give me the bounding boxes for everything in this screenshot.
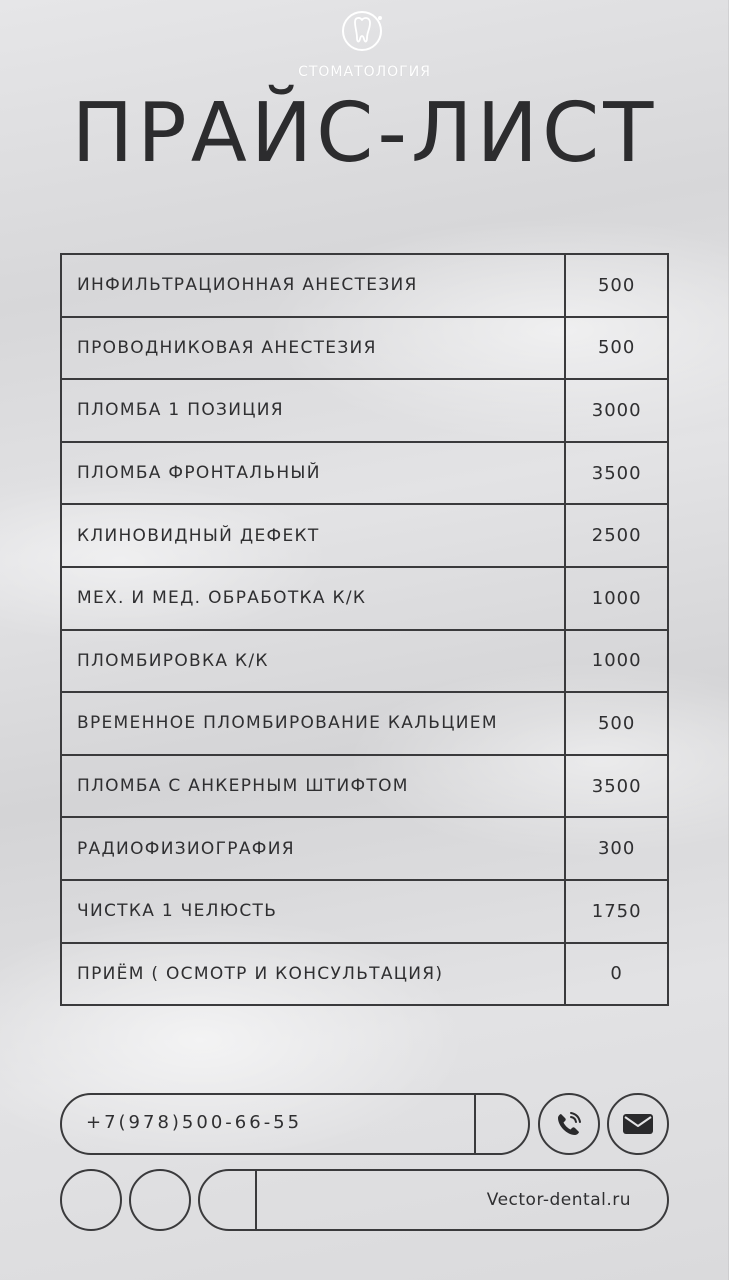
- price-table: [60, 253, 669, 1006]
- price-row: [61, 630, 668, 693]
- call-button[interactable]: [538, 1093, 600, 1155]
- price-row: [61, 317, 668, 380]
- price-row: [61, 442, 668, 505]
- price-row: [61, 817, 668, 880]
- decor-circle-1: [60, 1169, 122, 1231]
- phone-pill-divider: [474, 1095, 476, 1153]
- service-price: 500: [565, 317, 668, 380]
- service-price: 2500: [565, 504, 668, 567]
- service-name: КЛИНОВИДНЫЙ ДЕФЕКТ: [61, 504, 565, 567]
- website-link[interactable]: Vector-dental.ru: [486, 1190, 631, 1210]
- service-name: ПЛОМБА ФРОНТАЛЬНЫЙ: [61, 442, 565, 505]
- service-name: ПЛОМБИРОВКА К/К: [61, 630, 565, 693]
- site-pill-divider: [255, 1171, 257, 1229]
- price-row: [61, 504, 668, 567]
- price-row: [61, 755, 668, 818]
- service-name: ЧИСТКА 1 ЧЕЛЮСТЬ: [61, 880, 565, 943]
- page-title: ПРАЙС-ЛИСТ: [71, 86, 658, 181]
- decor-circle-2: [129, 1169, 191, 1231]
- price-row: [61, 379, 668, 442]
- service-price: 500: [565, 692, 668, 755]
- phone-number[interactable]: +7(978)500-66-55: [86, 1112, 303, 1133]
- service-price: 1000: [565, 630, 668, 693]
- service-price: 0: [565, 943, 668, 1006]
- price-row: [61, 567, 668, 630]
- service-price: 3500: [565, 442, 668, 505]
- price-row: [61, 943, 668, 1006]
- service-name: ПЛОМБА С АНКЕРНЫМ ШТИФТОМ: [61, 755, 565, 818]
- service-name: ПЛОМБА 1 ПОЗИЦИЯ: [61, 379, 565, 442]
- email-button[interactable]: [607, 1093, 669, 1155]
- price-row: [61, 254, 668, 317]
- phone-field[interactable]: [60, 1093, 530, 1155]
- tooth-icon: [340, 6, 386, 56]
- website-field[interactable]: [198, 1169, 669, 1231]
- service-price: 1750: [565, 880, 668, 943]
- service-name: ПРОВОДНИКОВАЯ АНЕСТЕЗИЯ: [61, 317, 565, 380]
- price-row: [61, 880, 668, 943]
- brand-name: СТОМАТОЛОГИЯ: [298, 64, 431, 80]
- phone-icon: [552, 1107, 586, 1141]
- service-name: ПРИЁМ ( ОСМОТР И КОНСУЛЬТАЦИЯ): [61, 943, 565, 1006]
- service-price: 1000: [565, 567, 668, 630]
- service-name: МЕХ. И МЕД. ОБРАБОТКА К/К: [61, 567, 565, 630]
- service-name: РАДИОФИЗИОГРАФИЯ: [61, 817, 565, 880]
- service-name: ИНФИЛЬТРАЦИОННАЯ АНЕСТЕЗИЯ: [61, 254, 565, 317]
- service-price: 500: [565, 254, 668, 317]
- price-row: [61, 692, 668, 755]
- service-name: ВРЕМЕННОЕ ПЛОМБИРОВАНИЕ КАЛЬЦИЕМ: [61, 692, 565, 755]
- service-price: 300: [565, 817, 668, 880]
- envelope-icon: [621, 1111, 655, 1137]
- service-price: 3000: [565, 379, 668, 442]
- service-price: 3500: [565, 755, 668, 818]
